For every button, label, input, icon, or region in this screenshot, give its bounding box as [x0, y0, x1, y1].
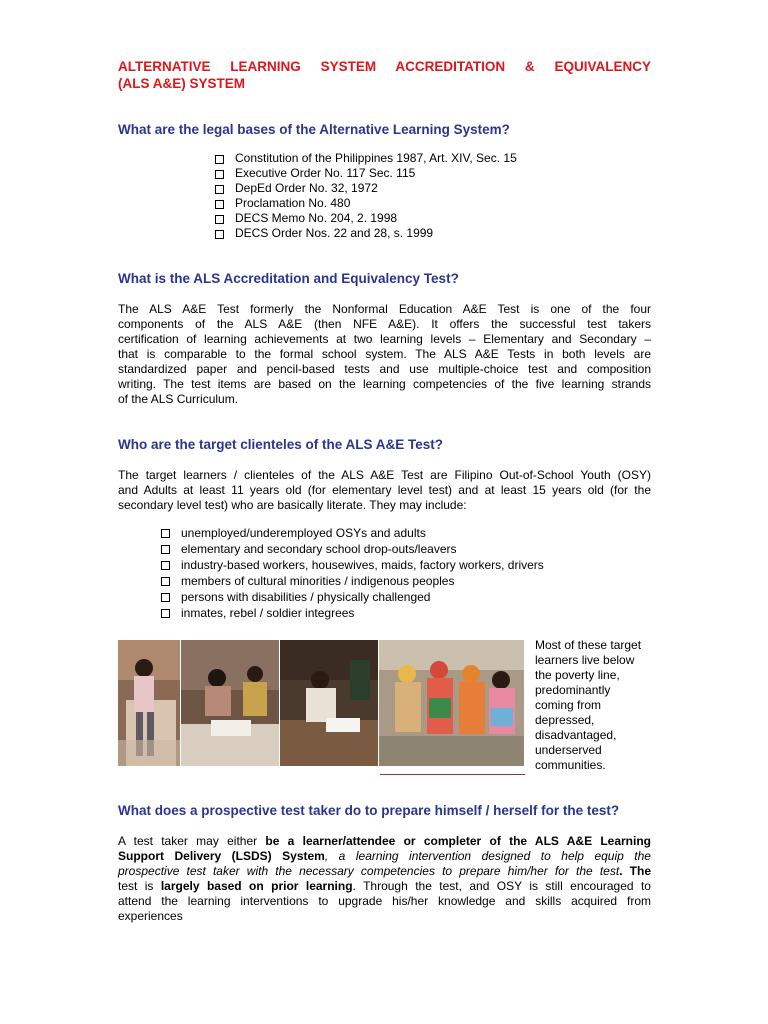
checkbox-square-icon — [161, 577, 170, 586]
checkbox-square-icon — [215, 185, 224, 194]
legal-bases-list — [215, 151, 517, 241]
list-item: unemployed/underemployed OSYs and adults — [161, 525, 544, 541]
photo-man-writing — [280, 640, 378, 766]
checkbox-square-icon — [161, 545, 170, 554]
section-heading-legal-bases: What are the legal bases of the Alternative Learning System? — [118, 122, 510, 137]
list-item: industry-based workers, housewives, maids, factory workers, drivers — [161, 557, 544, 573]
photo-caption: Most of these target learners live below the poverty line, predominantly coming from depressed, disadvantaged, underserved communities. — [535, 638, 642, 772]
section-heading-ae-test: What is the ALS Accreditation and Equivalency Test? — [118, 271, 459, 286]
photo-girl-with-braces — [118, 640, 180, 766]
list-item: Proclamation No. 480 — [215, 196, 517, 211]
target-clienteles-paragraph: The target learners / clienteles of the ALS A&E Test are Filipino Out-of-School Youth (OSY) and Adults at least 11 years old (for elementary level test) and at least 15 years old (for the secondary level test) who are basically literate. They may include: — [118, 468, 651, 512]
list-item: elementary and secondary school drop-outs/leavers — [161, 541, 544, 557]
checkbox-square-icon — [215, 230, 224, 239]
section-heading-preparation: What does a prospective test taker do to prepare himself / herself for the test? — [118, 803, 620, 818]
list-item: DECS Order Nos. 22 and 28, s. 1999 — [215, 226, 517, 241]
checkbox-square-icon — [161, 529, 170, 538]
checkbox-square-icon — [161, 593, 170, 602]
list-item: members of cultural minorities / indigenous peoples — [161, 573, 544, 589]
checkbox-square-icon — [161, 561, 170, 570]
list-item: Constitution of the Philippines 1987, Art. XIV, Sec. 15 — [215, 151, 517, 166]
photo-underline-divider — [380, 774, 525, 775]
list-item: DepEd Order No. 32, 1972 — [215, 181, 517, 196]
target-learners-list — [161, 525, 544, 621]
list-item: Executive Order No. 117 Sec. 115 — [215, 166, 517, 181]
learners-photo-collage — [118, 640, 524, 766]
preparation-paragraph: A test taker may either be a learner/attendee or completer of the ALS A&E Learning Support Delivery (LSDS) System, a learning intervention designed to help equip the prospective test taker with the necessary competencies to prepare him/her for the test. The test is largely based on prior learning. Through the test, and OSY is still encouraged to attend the learning interventions to upgrade his/her knowledge and skills acquired from experiences — [118, 834, 652, 923]
checkbox-square-icon — [215, 170, 224, 179]
photo-group-of-learners — [379, 640, 524, 766]
ae-test-paragraph: The ALS A&E Test formerly the Nonformal Education A&E Test is one of the four components of the ALS A&E (then NFE A&E). It offers the successful test takers certification of learning achievements at two learning levels – Elementary and Secondary – that is comparable to the formal school system. The ALS A&E Tests in both levels are standardized paper and pencil-based tests and use multiple-choice test and composition writing. The test items are based on the learning competencies of the five learning strands of the ALS Curriculum. — [118, 302, 651, 406]
checkbox-square-icon — [215, 215, 224, 224]
checkbox-square-icon — [215, 200, 224, 209]
list-item: DECS Memo No. 204, 2. 1998 — [215, 211, 517, 226]
section-heading-target-clienteles: Who are the target clienteles of the ALS A&E Test? — [118, 437, 444, 452]
list-item: inmates, rebel / soldier integrees — [161, 605, 544, 621]
checkbox-square-icon — [161, 609, 170, 618]
list-item: persons with disabilities / physically challenged — [161, 589, 544, 605]
photo-learners-reading — [181, 640, 279, 766]
checkbox-square-icon — [215, 155, 224, 164]
document-title-line1: ALTERNATIVE LEARNING SYSTEM ACCREDITATION & EQUIVALENCY — [118, 59, 651, 74]
document-title-line2: (ALS A&E) SYSTEM — [118, 76, 246, 91]
